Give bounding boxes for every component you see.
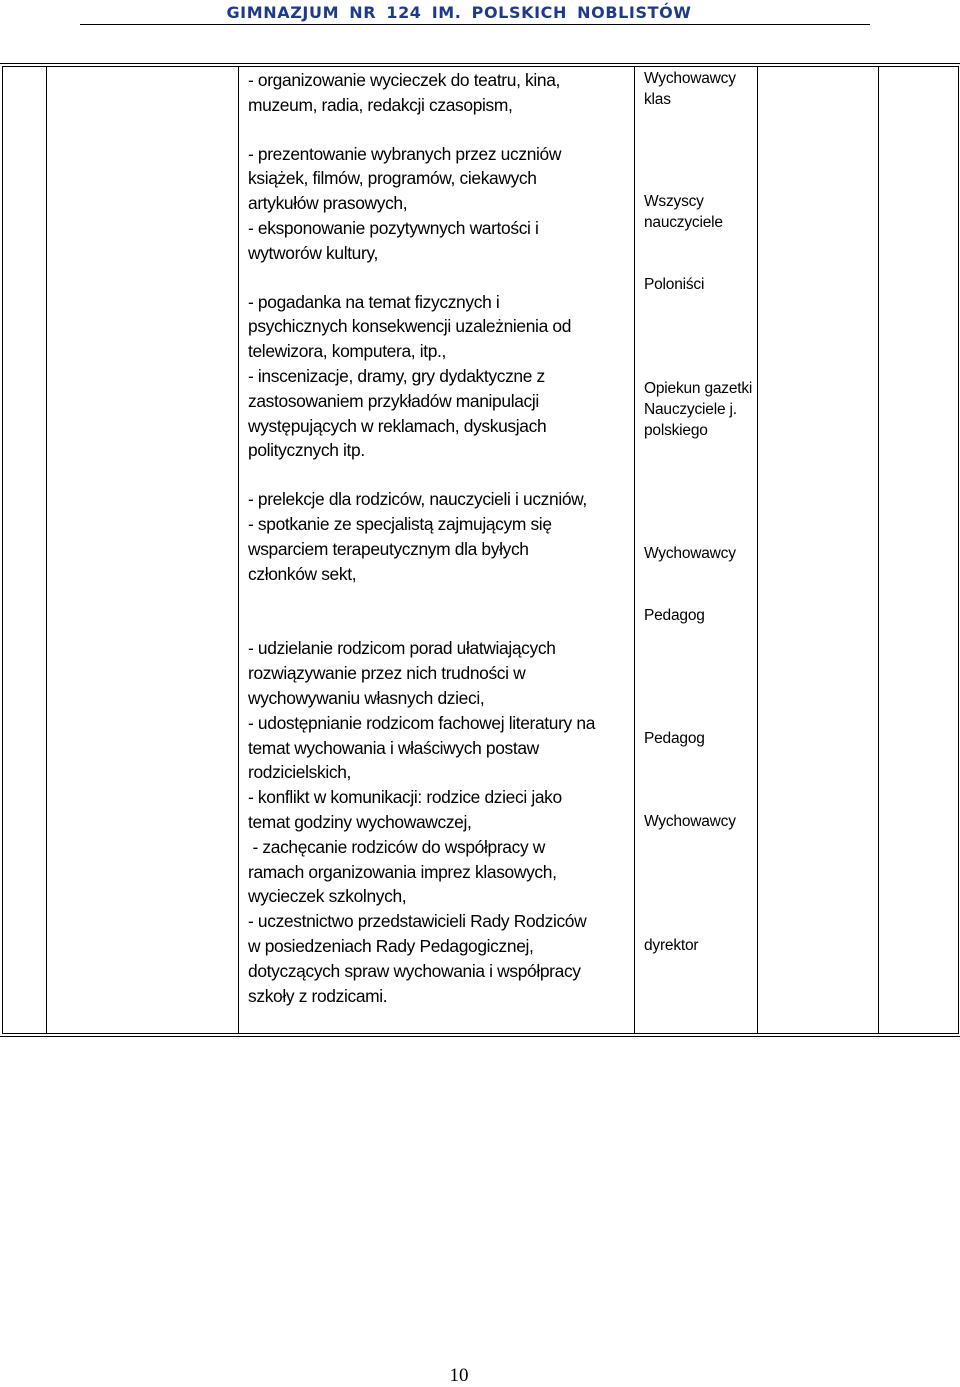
responsible-wszyscy-nauczyciele: Wszyscy nauczyciele [644,193,723,231]
responsible-wychowawcy-klas: Wychowawcy klas [644,70,736,108]
responsible-polonisci: Poloniści [644,276,705,293]
column-divider-2 [238,66,239,1034]
task-block-presentations: - prezentowanie wybranych przez uczniów książek, filmów, programów, ciekawych artykułów prasowych, - eksponowanie pozytywnych wartości i wytworów kultury, [248,143,562,263]
column-divider-1 [46,66,47,1034]
task-block-parents: - udzielanie rodzicom porad ułatwiających rozwiązywanie przez nich trudności w wychowywaniu własnych dzieci, - udostępnianie rodzicom fachowej literatury na temat wychowania i właściwych postaw rodzicielskich, - konflikt w komunikacji: rodzice dzieci jako temat godziny wychowawczej, - zachęcanie rodziców do współpracy w ramach organizowania imprez klasowych, wycieczek szkolnych, - uczestnictwo przedstawicieli Rady Rodziców w posiedzeniach Rady Pedagogicznej, dotyczących spraw wychowania i współpracy szkoły z rodzicami. [248,638,596,1006]
responsible-wychowawcy-2: Wychowawcy [644,813,736,830]
column-divider-5 [878,66,879,1034]
page-header [0,0,960,26]
task-block-prelections: - prelekcje dla rodziców, nauczycieli i uczniów, - spotkanie ze specjalistą zajmującym się wsparciem terapeutycznym dla byłych członków sekt, [248,489,587,584]
page-number: 10 [449,1365,469,1386]
responsible-dyrektor: dyrektor [644,937,699,954]
task-block-trips: - organizowanie wycieczek do teatru, kina, muzeum, radia, redakcji czasopism, [248,70,561,115]
task-block-media-addiction: - pogadanka na temat fizycznych i psychicznych konsekwencji uzależnienia od telewizora, komputera, itp., - inscenizacje, dramy, gry dydaktyczne z zastosowaniem przykładów manipulacji występujących w reklamach, dyskusjach politycznych itp. [248,291,572,461]
school-name-header: GIMNAZJUM NR 124 IM. POLSKICH NOBLISTÓW [226,3,692,22]
tasks-column [248,68,633,1008]
responsible-pedagog-2: Pedagog [644,730,705,747]
responsible-opiekun-gazetki: Opiekun gazetki Nauczyciele j. polskiego [644,380,753,439]
responsible-pedagog: Pedagog [644,607,705,624]
responsible-wychowawcy: Wychowawcy [644,545,736,562]
header-underline [80,24,870,25]
column-divider-3 [634,66,635,1034]
